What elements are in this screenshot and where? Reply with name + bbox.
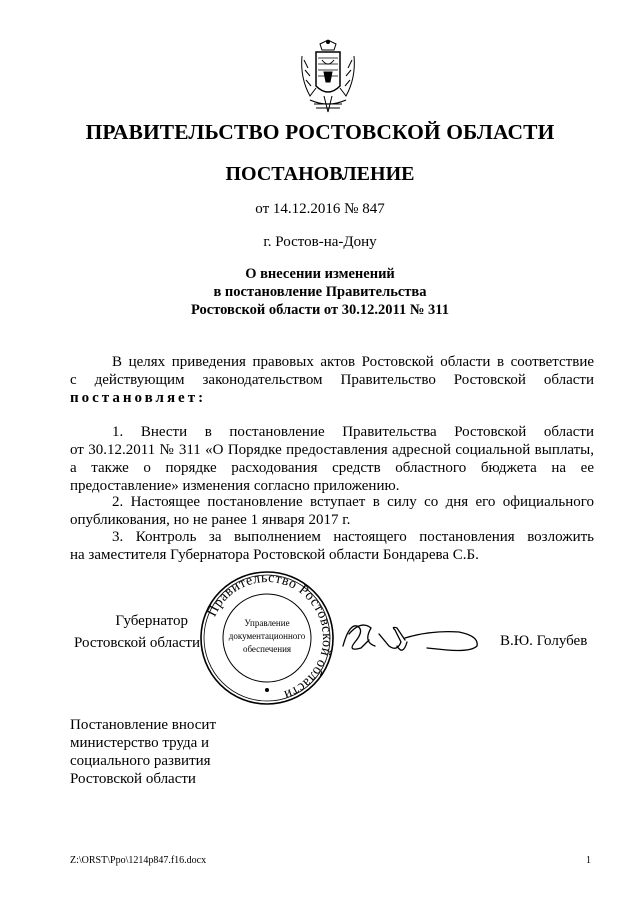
text-line: от 30.12.2011 № 311 «О Порядке предоставления адресной социальной выплаты,	[70, 442, 594, 458]
subject-line: в постановление Правительства	[213, 284, 427, 300]
date-number: от 14.12.2016 № 847	[255, 201, 385, 217]
note-line: Ростовской области	[70, 771, 196, 787]
text-line: В целях приведения правовых актов Ростовской области в соответствие	[112, 354, 594, 370]
file-path: Z:\ORST\Ppo\1214p847.f16.docx	[70, 855, 207, 866]
text-line: на заместителя Губернатора Ростовской области Бондарева С.Б.	[70, 547, 479, 563]
text-line: опубликования, но не ранее 1 января 2017 г.	[70, 512, 351, 528]
text-line: 1. Внести в постановление Правительства Ростовской области	[112, 424, 594, 440]
coat-of-arms-icon	[296, 38, 360, 116]
government-title: ПРАВИТЕЛЬСТВО РОСТОВСКОЙ ОБЛАСТИ	[85, 120, 555, 144]
city: г. Ростов-на-Дону	[263, 234, 377, 250]
note-line: министерство труда и	[70, 735, 210, 751]
submitter-note	[70, 716, 216, 788]
stamp-inner-line: Управление	[244, 618, 290, 628]
position-line: Губернатор	[115, 613, 188, 629]
text-line: предоставление» изменения согласно приложению.	[70, 478, 400, 494]
subject-line: О внесении изменений	[245, 266, 395, 282]
stamp-inner-line: документационного	[228, 631, 306, 641]
clause-1	[70, 423, 594, 495]
text-line: а также о порядке расходования средств областного бюджета на ее	[70, 460, 594, 476]
text-line: 3. Контроль за выполнением настоящего постановления возложить	[112, 529, 594, 545]
document-type: ПОСТАНОВЛЕНИЕ	[225, 163, 415, 185]
document-subject	[0, 265, 640, 319]
official-stamp	[197, 568, 337, 708]
text-line: 2. Настоящее постановление вступает в силу со дня его официального	[112, 494, 594, 510]
text-line: с действующим законодательством Правительство Ростовской области	[70, 372, 594, 388]
stamp-inner-line: обеспечения	[242, 644, 292, 654]
position-line: Ростовской области	[74, 635, 200, 651]
stamp-outer-text: Правительство Ростовской области	[204, 570, 335, 703]
resolves-word: постановляет:	[70, 390, 207, 406]
handwritten-signature	[335, 612, 485, 662]
clause-2	[70, 493, 594, 529]
note-line: Постановление вносит	[70, 717, 217, 733]
preamble-paragraph	[70, 353, 594, 407]
subject-line: Ростовской области от 30.12.2011 № 311	[191, 302, 449, 318]
signatory-name: В.Ю. Голубев	[500, 633, 588, 649]
page-number: 1	[586, 855, 591, 866]
clause-3	[70, 528, 594, 564]
note-line: социального развития	[70, 753, 211, 769]
signatory-position	[68, 610, 200, 654]
